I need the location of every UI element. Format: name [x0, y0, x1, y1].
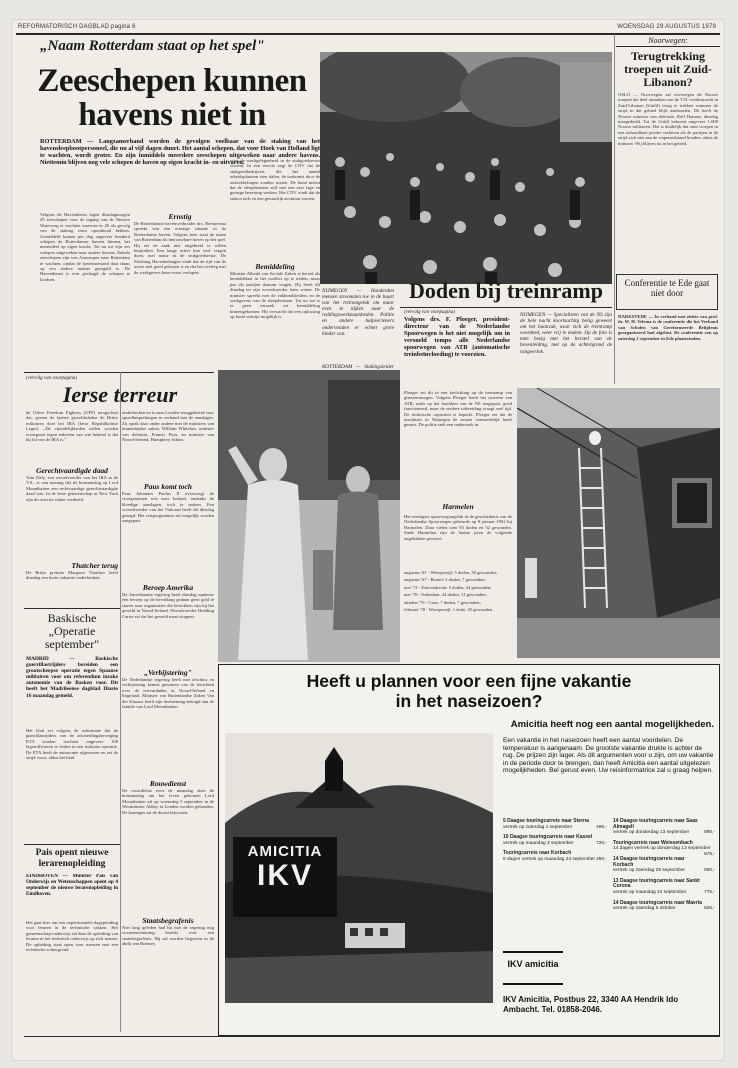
train-accident-item: februari '78 - Weesperzijl: 1 dode, 25 gewonden.: [404, 607, 494, 613]
verbijstering-text: De Nederlandse regering heeft met afschuw en verbijstering kennis genomen van de berichten over de terreurdaden in Noord-Ierland en Engeland. Minister van Buitenlandse Zaken Van der Klaauw heeft zijn deelneming betuigd aan de familie van Lord Mountbatten.: [122, 677, 214, 710]
trip-item: [613, 901, 715, 912]
train-lead: Volgens drs. F. Ploeger, president-directeur van de Nederlandse Spoorwegen is het niet mogelijk om in versneld tempo alle Nederlandse spoorwegen van ATB (automatische treinbeïnvloeding) te voorzien.: [404, 316, 510, 359]
rouwdienst-text: De rouwdienst voor de maandag door de bomaanslag om het leven gekomen Lord Mountbatten zal op woensdag 5 september in de Westminster Abbey in Londen worden gehouden. De koningin zal de dienst bijwonen.: [122, 788, 214, 815]
train-headline: Doden bij treinramp: [409, 278, 603, 303]
main-headline: [22, 64, 322, 132]
ad-address: IKV Amicitia, Postbus 22, 3340 AA Hendrik Ido Ambacht. Tel. 01858-2046.: [503, 995, 679, 1014]
trip-item: [613, 839, 715, 857]
train-sub-harmelen: Harmelen: [442, 502, 474, 511]
trip-title: 14 Daagse touringcarreis naar Saas Almagell: [613, 818, 698, 830]
column-divider: [614, 34, 615, 384]
ad-intro: Een vakantie in het naseizoen heeft een aantal voordelen. De temperatuur is aangenaam. De grootste vakantie drukte is achter de rug. De prijzen zijn lager. Als dit argumenten voor u zijn, om uw vakantie in de periode door te brengen, dan heeft Amicitia een aantal uitgelezen mogelijkheden. Bel gerust even. Uw reisinformatrice zal u graag helpen.: [503, 737, 714, 775]
trip-detail: vertrek op maandag 24 september: [613, 889, 687, 895]
trip-title: 10 Daagse touringcarreis naar Kassel: [503, 834, 593, 841]
ad-trips-left: [503, 819, 607, 868]
train-body: Ploeger zei dit in een toelichting op de treinramp van gisterenmorgen. Volgens Ploeger heeft het systeem van ATB, zoals op het hoofdnet van de NS toegepast, goed functioneerd, maar de verdere uitbreiding vraagt veel tijd. De technische capaciteit is beperkt. Ploeger zei dat de machinist in Nijmegen de seinen vermoedelijk heeft gemist. De politie stelt een onderzoek in.: [404, 390, 512, 428]
ad-brand-logo: [233, 837, 337, 917]
trip-item: [503, 835, 607, 846]
train-caption: NIJMEGEN — Specialisten van de NS zijn de hele nacht koortsachtig bezig geweest om het baanvak, waar zich de treinramp voordeed, weer vrij te maken. Op de foto is men bezig met het herstel van de bovenleiding, met op de achtergrond de rangeerlok.: [520, 312, 612, 355]
page-header-right: WOENSDAG 29 AUGUSTUS 1979: [617, 24, 716, 30]
main-headline-line2: havens niet in: [78, 97, 266, 133]
verbijstering-sub: „Verbijstering": [144, 668, 192, 677]
trip-detail: vertrek op zaterdag 29 september: [613, 868, 685, 874]
footer-rule: [24, 1036, 720, 1037]
trip-title: 13 Daagse touringcarreis naar Sankt Corona: [613, 877, 700, 890]
train-accident-item: oktober '76 - Goes: 7 doden, 7 gewonden;: [404, 599, 481, 605]
terreur-headline: Ierse terreur: [62, 382, 178, 407]
trip-title: 5 Daagse touringcarreis naar Sterna: [503, 818, 589, 824]
train-accident-item: augustus '61 - Weesperzijl: 5 doden, 30 gewonden;: [404, 570, 498, 575]
train-accident-item: mei '76 - Schiedam: 24 doden, 11 gewonden;: [404, 592, 487, 598]
lebanon-rule: [616, 46, 720, 47]
terreur-col1c-text: De Britse premier Margaret Thatcher heeft dinsdag een korte vakantie onderbroken.: [26, 570, 118, 581]
trip-price: 675,-: [704, 851, 715, 857]
trip-price: 625,-: [704, 906, 715, 912]
ad-footer-logo: IKV amicitia: [503, 951, 563, 985]
trip-price: 720,-: [596, 840, 607, 846]
ad-headline-line1: Heeft u plannen voor een fijne vakantie: [306, 671, 632, 691]
terreur-col1b-text: Tom Daly, een woordvoerder van het IRA in de V.S., is van mening dat de bomaanslag op Lord Mountbatten een rechtvaardige gerechtvaardigde daad was. In de Ierse gemeenschap in New York zijn de reacties echter verdeeld.: [26, 475, 118, 502]
trip-title: 14 Daagse touringcarreis naar Maeria: [613, 899, 702, 906]
trip-detail: vertrek op zaterdag 1 september: [503, 824, 573, 830]
trip-price: 890,-: [704, 830, 715, 836]
terreur-col2b-text: Paus Johannes Paulus II overweegt de voorgenomen reis naar Ierland, ondanks de bloedige aanslagen, toch te maken. Een woordvoerder van het Vaticaan heeft dit dinsdag gezegd. Het reisprogramma zal mogelijk worden aangepast.: [122, 491, 214, 524]
rotterdam-caption: ROTTERDAM — Stakingsleider: [322, 364, 394, 370]
teachers-headline: Pais opent nieuwe lerarenopleiding: [35, 848, 109, 869]
terreur-sub-gerechtvaardigd: Gerechtvaardigde daad: [36, 466, 108, 475]
verbijstering-col: [122, 668, 214, 1015]
trip-title: 14 Daagse touringcarreis naar Korbach: [613, 855, 685, 868]
rouwdienst-sub: Rouwdienst: [149, 779, 187, 788]
teachers-lead: EINDHOVEN — Minister Pais van Onderwijs en Wetenschappen opent op 4 september de nieuwe lerarenopleiding in Eindhoven.: [26, 874, 118, 897]
trip-detail: 8 dagen vertrek op maandag 24 september: [503, 856, 596, 862]
train-photo-image: [517, 388, 720, 658]
main-kicker: „Naam Rotterdam staat op het spel": [40, 38, 265, 54]
ad-headline: [219, 671, 719, 711]
train-body2: Het ernstigste spoorwegongeluk in de geschiedenis van de Nederlandse Spoorwegen gebeurde op 8 januari 1962 bij Harmelen. Daar vielen toen 93 doden en 52 gewonden. Sinds Harmelen zijn de laatste jaren de volgende ongelukken geweest:: [404, 514, 512, 541]
main-col2-text: De Rotterdamse havenwethouder drs. Riemersma spreekt van een ernstige situatie in de Rotterdamse haven. Volgens hem staat de naam van Rotterdam als betrouwbare haven op het spel. Hij zei de zaak niet uitgebreid te willen bespreken. Een lange acties kan veel vragen doen, met name in de stukgoedsector. De Stichting Havenbelangen vindt dat de tijd van de acties niet goed gekozen is en dat het overleg met de werkgevers beter moet verlopen.: [134, 221, 226, 275]
conference-body: HARKSTEDE — In verband met ziekte van prof. dr. W. H. Velema is de conferentie die het Verbond van Scholen van Gereformeerde Belijdenis georganiseerd had afgelast. De conferentie zou op zaterdag 1 september in Ede plaatsvinden.: [618, 314, 718, 341]
trip-detail: 14 dagen vertrek op donderdag 13 september: [613, 846, 711, 852]
main-col1: Volgens de Havendienst lagen dinsdagmorgen 29 zeeschepen voor de ingang van de Nieuwe Waterweg te wachten waarvan er 26 als gevolg van de staking extra oponthoud hebben. Gemiddeld komen per dag ongeveer honderd schepen de Rotterdamse havens binnen, het merendeel op eigen kracht. Tot nu toe zijn zes schepen uitgeweken naar andere havens. Enkele zeeschepen zijn van Antwerpen naar Rotterdam te wachten, omdat de haventoestand daar thans op een andere manier geregeld is. De Havendienst is erin geslaagd de schepen te loodsen.: [40, 212, 130, 282]
basque-rule: [24, 608, 120, 609]
trip-price: 775,-: [704, 889, 715, 895]
strike-photo-image: [218, 370, 400, 662]
newspaper-page: [12, 20, 724, 1060]
crowd-photo-caption: NIJMEGEN — Honderden mensen stroomden toe in de buurt van het treinongeluk om maar even te kijken naar de reddingswerkzaamheden. Politie en andere hulpverleners ondervonden er echter grote hinder van.: [322, 288, 394, 337]
train-accident-item: mei '73 - Duivendrecht: 5 doden, 34 gewonden;: [404, 584, 492, 590]
terreur-sub-thatcher: Thatcher terug: [71, 561, 118, 570]
main-headline-line1: Zeeschepen kunnen: [37, 63, 307, 99]
main-col3b-text: Minister Albeda van Sociale Zaken is bereid als bemiddelaar in het conflict op te treden, maar pas als partijen daarom vragen. Hij heeft dit dinsdag ter zijn woordvoerder laten weten. De minister spreekt met de vakbondsleiders en de werkgevers van de sleepdiensten. Tot nu toe is er geen verzoek tot bemiddeling binnengekomen. Hij verwacht dat een oplossing op korte termijn mogelijk is.: [230, 271, 320, 320]
column-divider: [120, 372, 121, 1032]
page-header-left: REFORMATORISCH DAGBLAD pagina 6: [18, 24, 136, 30]
main-sub-ernstig: Ernstig: [168, 212, 192, 221]
trip-detail: vertrek op donderdag 13 september: [613, 830, 690, 836]
terreur-sub-amerika: Beroep Amerika: [142, 583, 194, 592]
lebanon-body: OSLO — Noorwegen zal overwegen de Noorse troepen die deel uitmaken van de V.N.-vredesmacht in Zuid-Libanon (Unifil) terug te trekken wanneer de strijd in dat gebied blijft aanhouden. Dit heeft de Noorse minister van defensie, Rolf Hansen, dinsdag meegedeeld. Tot de Unifil behoren ongeveer 1.000 Noorse militairen. Het is duidelijk dat onze troepen in een onhoudbare positie verkeren als de partijen in de strijd zich niet aan de wapenstilstand houden, aldus de minister. Wij blijven nu in het gebied.: [618, 92, 718, 146]
basque-body: Het blad zei volgens de informatie dat de guerrillastrijders van de afscheidingsbeweging ETA zouden trachten ongeveer 100 legerofficieren te doden in een militaire operatie. De ETA heeft de autonomie afgewezen en zet de strijd voort, aldus het blad.: [26, 728, 118, 761]
terreur-col1: [26, 410, 118, 592]
main-col2: [134, 212, 226, 369]
trip-title: Touringcarreis naar Korbach: [503, 850, 572, 857]
trip-price: 450,-: [596, 856, 607, 862]
ad-headline-line2: in het naseizoen?: [395, 691, 543, 711]
lebanon-headline: Terugtrekking troepen uit Zuid-Libanon?: [624, 49, 712, 89]
amicitia-ad: [218, 664, 720, 1036]
trip-item: [503, 819, 607, 830]
basque-lead: MADRID — Baskische guerrillastrijders bereiden een grootscheepse operatie tegen Spaanse militairen voor om referendum inzake autonomie van de Basken voor. Dit heeft het Madrileense dagblad Diario 16 maandag gemeld.: [26, 656, 118, 699]
train-accidents-list: [404, 570, 512, 612]
terreur-col2: [122, 410, 214, 662]
ad-landscape-photo: [225, 733, 493, 1003]
basque-headline: Baskische „Operatie september": [44, 611, 100, 651]
crowd-photo: [320, 52, 612, 284]
staatsbegrafenis-text: Niet lang geleden had hij met de regering nog overeenstemming bereikt over een staatsbegrafenis. Hij zal worden begraven in de abdij van Romsey.: [122, 925, 214, 947]
staatsbegrafenis-sub: Staatsbegrafenis: [142, 916, 194, 925]
trip-detail: vertrek op maandag 3 september: [503, 840, 574, 846]
teachers-body: Het gaat hier om een experimentele dagopleiding voor leraren in de technische vakken. Het gemeenschap-onderwijs zal daar de opleiding van leraren in het technisch onderwijs op zich nemen. De opleiding staat open voor mensen met een technische achtergrond.: [26, 920, 118, 953]
ad-tagline: Amicitia heeft nog een aantal mogelijkheden.: [510, 719, 714, 730]
main-col3-text: voor de werkgelegenheid in de stukgoedsector vooruit. In een reactie zegt de CNV dat de stukgoedbedrijven, die het aantal arbeidsplaatsen zien dalen, de toekomst door de ontwikkelingen somber inzien. De bond meent dat de sleepdiensten zelf met een zeer lage en geringe bezetting werken. Het CNV vindt dat de staken zich en een gevaarlijk avontuur storten.: [230, 158, 320, 201]
terreur-col1-text: de Ulster Freedom Fighters (UFF) terugschiet dat, gezien de laatste geweldsdaden de Britse militairen doet het IRA (Ierse Republikeinse Leger). „De vijandelijkheden zullen worden voortgezet tegen iedereen van wie bekend is dat hij lid van de IRA is.": [26, 410, 118, 443]
strike-photo: [218, 370, 400, 662]
trip-item: [613, 857, 715, 874]
trip-detail: vertrek op zaterdag 6 oktober: [613, 906, 676, 912]
main-col3: [230, 158, 320, 369]
conference-headline: Conferentie te Ede gaat niet door: [616, 274, 718, 310]
trip-price: 495,-: [596, 824, 607, 830]
terreur-sub-paus: Paus komt toch: [144, 482, 192, 491]
trip-item: [613, 879, 715, 896]
crowd-photo-image: [320, 52, 612, 284]
teachers-rule: [24, 844, 120, 845]
train-photo: [517, 388, 720, 658]
terreur-col2-text: onderbroken en is naar Londen teruggekeerd voor spoedbesprekingen in verband met de aanslagen. Zij sprak daar onder andere met de ministers van binnenlandse zaken, William Whitelaw, minister van defensie, Francis Pym, en minister van Noord-Ierland, Humphrey Atkins.: [122, 410, 214, 443]
train-accident-item: augustus '67 - Boxtel: 2 doden, 7 gewonden;: [404, 577, 486, 583]
trip-item: [613, 819, 715, 836]
train-vervolg: (vervolg van voorpagina): [404, 310, 456, 315]
terreur-vervolg: (vervolg van voorpagina): [26, 376, 78, 381]
trip-title: Touringcarreis naar Weissenbach: [613, 839, 693, 846]
train-rule: [400, 307, 612, 308]
ad-brand-amicitia: AMICITIA: [247, 843, 323, 860]
terreur-col2c-text: De Amerikaanse regering heeft dinsdag opnieuw een beroep op de bevolking gedaan geen geld te sturen naar organisaties die betrokken zijn bij het geweld in Noord-Ierland. Woordvoerder Hodding Carter zei dat het geweld moet stoppen.: [122, 592, 214, 619]
trip-price: 590,-: [704, 868, 715, 874]
ad-trips-right: [613, 819, 715, 912]
lebanon-section: Noorwegen:: [648, 36, 688, 45]
ad-brand-ikv: IKV: [256, 859, 313, 892]
terreur-rule: [24, 372, 214, 373]
main-lead: ROTTERDAM — Langzamerhand worden de gevolgen voelbaar van de staking van het havensleepbootpersoneel, die nu al vijf dagen duurt. Het aantal schepen, dat voor Hoek van Holland ligt te wachten, wordt groter. En zijn inmiddels meerdere zeeschepen uitgeweken naar andere havens. Niettemin blijven nog vele schepen de haven op eigen kracht in- en uitvaren.: [40, 138, 320, 167]
trip-item: [503, 851, 607, 862]
main-sub-bemiddeling: Bemiddeling: [255, 262, 295, 271]
